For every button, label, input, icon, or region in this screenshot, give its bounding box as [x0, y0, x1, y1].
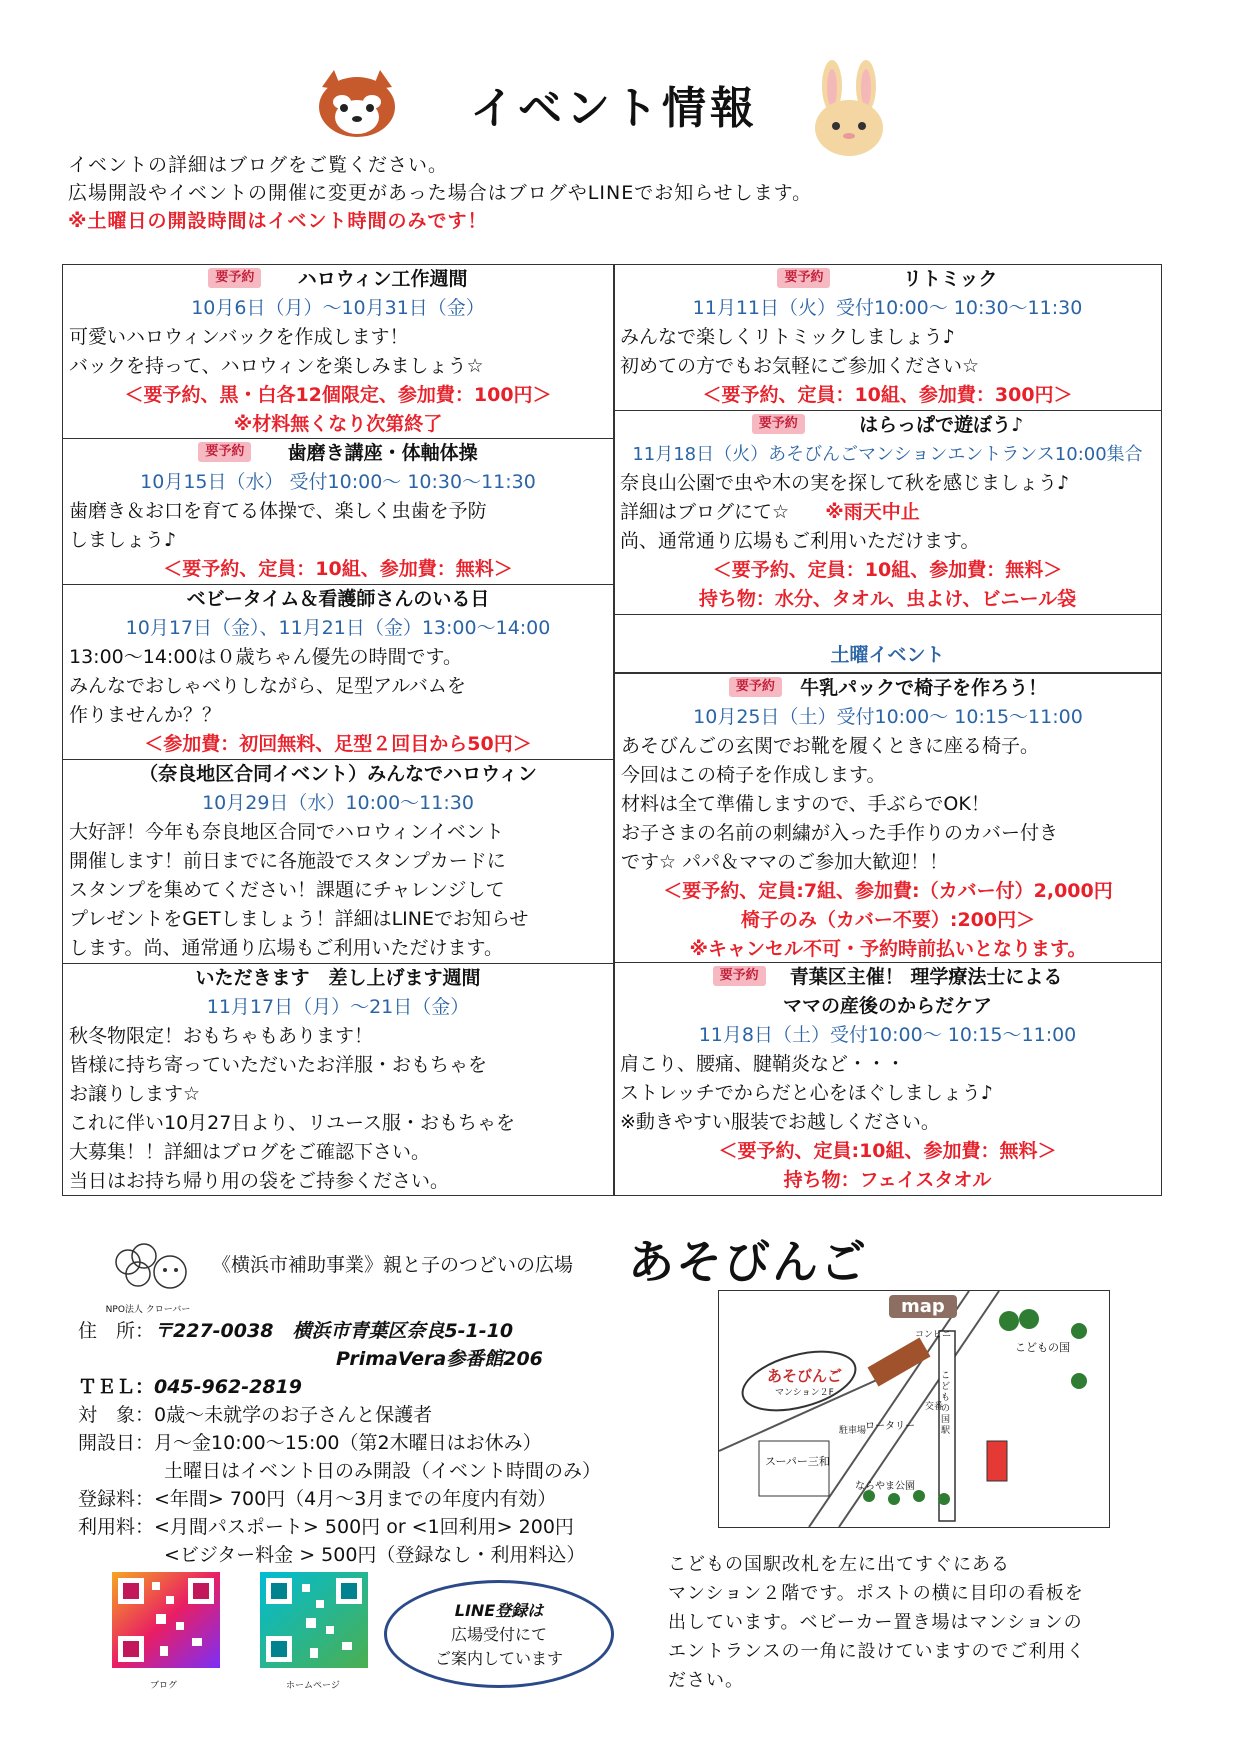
event-nara-halloween	[63, 760, 613, 964]
reservation-badge: 要予約	[752, 414, 805, 434]
line-registration-bubble	[384, 1580, 614, 1688]
reservation-badge: 要予約	[198, 442, 251, 462]
event-text: 大好評！今年も奈良地区合同でハロウィンイベント	[69, 821, 504, 843]
usage-fee-2: <ビジター料金 > 500円（登録なし・利用料込）	[164, 1544, 586, 1566]
event-text: 13:00～14:00は０歳ちゃん優先の時間です。	[69, 646, 462, 668]
usage-fee-1: <月間パスポート> 500円 or <1回利用> 200円	[154, 1516, 574, 1538]
event-text: 材料は全て準備しますので、手ぶらでOK！	[621, 793, 990, 815]
event-harappa	[614, 411, 1161, 615]
registration-label: 登録料：	[78, 1488, 155, 1510]
event-date: 11月11日（火）受付10:00～ 10:30～11:30	[692, 297, 1083, 319]
target-label: 対 象：	[78, 1404, 155, 1426]
map-label-conveni: コンビニ	[915, 1330, 952, 1340]
brand-name: あそびんご	[628, 1235, 868, 1289]
event-title: 歯磨き講座・体軸体操	[287, 442, 478, 464]
event-text: お譲りします☆	[69, 1083, 201, 1105]
event-title: はらっぱで遊ぼう♪	[859, 414, 1024, 436]
event-title: ベビータイム＆看護師さんのいる日	[186, 588, 490, 610]
tel-number: 045-962-2819	[154, 1376, 302, 1398]
event-bring: 持ち物：フェイスタオル	[783, 1169, 992, 1191]
event-bring: 持ち物：水分、タオル、虫よけ、ビニール袋	[698, 588, 1077, 610]
event-title: （奈良地区合同イベント）みんなでハロウィン	[139, 763, 537, 785]
map-label-bank: 交番	[925, 1402, 944, 1412]
blog-qr-label: ブログ	[150, 1681, 178, 1691]
event-text: 可愛いハロウィンバックを作成します！	[69, 326, 409, 348]
map-label-kodomo: こどもの国	[1015, 1341, 1070, 1354]
red-panda-illustration	[312, 62, 402, 142]
event-text: 肩こり、腰痛、腱鞘炎など・・・	[620, 1053, 906, 1075]
event-fee: ＜要予約、定員:10組、参加費：無料＞	[718, 1140, 1057, 1162]
reservation-badge: 要予約	[713, 966, 766, 986]
address-line-1: 〒227-0038 横浜市青葉区奈良5-1-10	[154, 1320, 514, 1342]
event-date: 11月8日（土）受付10:00～ 10:15～11:00	[698, 1024, 1077, 1046]
address-line-2: PrimaVera参番館206	[336, 1348, 543, 1370]
event-text: プレゼントをGETしましょう！詳細はLINEでお知らせ	[69, 908, 529, 930]
event-text: 詳細はブログにて☆	[620, 501, 790, 523]
event-fee: ＜参加費：初回無料、足型２回目から50円＞	[144, 733, 532, 755]
map-label-super: スーパー三和	[765, 1455, 830, 1468]
event-text: しましょう♪	[69, 529, 177, 551]
event-text: 作りませんか？？	[69, 704, 222, 726]
npo-name: NPO法人 クローバー	[105, 1305, 191, 1315]
map-label-park: ならやま公園	[855, 1481, 915, 1492]
event-text: ※動きやすい服装でお越しください。	[620, 1111, 940, 1133]
page-title: イベント情報	[470, 83, 758, 134]
intro-line-2: 広場開設やイベントの開催に変更があった場合はブログやLINEでお知らせします。	[68, 182, 813, 204]
event-reuse	[63, 964, 613, 1197]
intro-line-1: イベントの詳細はブログをご覧ください。	[68, 154, 449, 176]
event-fee: ＜要予約、定員：10組、参加費：無料＞	[712, 559, 1063, 581]
event-title: リトミック	[902, 268, 998, 290]
event-fee: ＜要予約、定員：10組、参加費：300円＞	[702, 384, 1073, 406]
reservation-badge: 要予約	[777, 268, 830, 288]
event-text: みんなで楽しくリトミックしましょう♪	[620, 326, 955, 348]
access-description	[668, 1550, 1085, 1695]
access-line: エントランスの一角に設けていますのでご利用く	[668, 1641, 1086, 1662]
event-subtitle: ママの産後のからだケア	[782, 995, 992, 1017]
event-table	[62, 264, 1162, 1196]
event-text: します。尚、通常通り広場もご利用いただけます。	[69, 937, 503, 959]
event-text: 大募集！！詳細はブログをご確認下さい。	[69, 1141, 431, 1163]
bubble-line-2: 広場受付にて	[450, 1625, 547, 1644]
event-date: 10月15日（水） 受付10:00～ 10:30～11:30	[140, 471, 536, 493]
event-text: 今回はこの椅子を作成します。	[621, 764, 886, 786]
event-note: ※キャンセル不可・予約時前払いとなります。	[689, 938, 1087, 960]
event-text: これに伴い10月27日より、リユース服・おもちゃを	[69, 1112, 516, 1134]
event-title: ハロウィン工作週間	[297, 268, 468, 290]
open-label: 開設日：	[78, 1432, 155, 1454]
event-fee: ＜要予約、定員：10組、参加費：無料＞	[163, 558, 513, 580]
reservation-badge: 要予約	[208, 268, 261, 288]
event-baby-time	[63, 585, 613, 760]
blog-qr-code[interactable]	[112, 1572, 220, 1668]
access-line: 出しています。ベビーカー置き場はマンションの	[668, 1612, 1083, 1633]
event-milk-chair	[614, 673, 1161, 963]
event-text: ストレッチでからだと心をほぐしましょう♪	[620, 1082, 993, 1104]
event-title: 牛乳パックで椅子を作ろう！	[800, 677, 1048, 699]
open-weekday: 月～金10:00～15:00（第2木曜日はお休み）	[154, 1432, 542, 1454]
target-value: 0歳～未就学のお子さんと保護者	[154, 1404, 433, 1426]
event-fee: ＜要予約、黒・白各12個限定、参加費：100円＞	[124, 384, 552, 406]
bubble-line-1: LINE登録は	[454, 1601, 544, 1620]
event-text: バックを持って、ハロウィンを楽しみましょう☆	[69, 355, 484, 377]
event-toothbrush	[63, 439, 613, 585]
map-title: map	[889, 1295, 957, 1318]
usage-label: 利用料：	[78, 1516, 155, 1538]
access-line: ださい。	[668, 1670, 744, 1691]
event-text: 当日はお持ち帰り用の袋をご持参ください。	[69, 1170, 450, 1192]
event-text: みんなでおしゃべりしながら、足型アルバムを	[69, 675, 466, 697]
access-line: マンション２階です。ポストの横に目印の看板を	[668, 1583, 1084, 1604]
access-map	[718, 1290, 1110, 1528]
event-date: 10月25日（土）受付10:00～ 10:15～11:00	[693, 706, 1083, 728]
event-date: 10月6日（月）～10月31日（金）	[191, 297, 485, 319]
event-note: ※材料無くなり次第終了	[233, 413, 443, 435]
saturday-heading: 土曜イベント	[830, 644, 945, 666]
event-text: 皆様に持ち寄っていただいたお洋服・おもちゃを	[69, 1054, 488, 1076]
intro-warning: ※土曜日の開設時間はイベント時間のみです！	[68, 210, 488, 232]
event-text: スタンプを集めてください！課題にチャレンジして	[69, 879, 505, 901]
address-label: 住 所：	[78, 1320, 155, 1342]
event-text: です☆ パパ＆ママのご参加大歓迎！！	[621, 851, 949, 873]
event-date: 10月17日（金）、11月21日（金）13:00～14:00	[125, 617, 551, 639]
event-text: 開催します！前日までに各施設でスタンプカードに	[69, 850, 506, 872]
map-label-mansion: マンション２F	[775, 1388, 834, 1398]
event-date: 11月17日（月）～21日（金）	[206, 996, 470, 1018]
event-text: あそびんごの玄関でお靴を履くときに座る椅子。	[621, 735, 1040, 757]
footer-subtitle: 《横浜市補助事業》親と子のつどいの広場	[212, 1254, 574, 1276]
event-text: 尚、通常通り広場もご利用いただけます。	[620, 530, 980, 552]
map-label-asobingo: あそびんご	[767, 1367, 843, 1385]
event-title: いただきます 差し上げます週間	[195, 967, 481, 989]
npo-clover-logo	[98, 1240, 198, 1315]
event-text: 秋冬物限定！おもちゃもあります！	[69, 1025, 374, 1047]
open-saturday: 土曜日はイベント日のみ開設（イベント時間のみ）	[164, 1460, 602, 1482]
bubble-line-3: ご案内しています	[434, 1649, 563, 1668]
event-text: 奈良山公園で虫や木の実を探して秋を感じましょう♪	[620, 472, 1070, 494]
event-text: 初めての方でもお気軽にご参加ください☆	[620, 355, 980, 377]
event-postpartum-care	[614, 963, 1161, 1197]
event-fee: 椅子のみ（カバー不要）:200円＞	[740, 909, 1036, 931]
tel-label: ＴＥＬ：	[78, 1376, 155, 1398]
map-label-rotary: ロータリー	[865, 1421, 915, 1432]
reservation-badge: 要予約	[729, 677, 782, 697]
event-halloween-craft	[63, 265, 613, 439]
event-fee: ＜要予約、定員:7組、参加費:（カバー付）2,000円	[663, 880, 1113, 902]
homepage-qr-code[interactable]	[260, 1572, 368, 1668]
homepage-qr-label: ホームページ	[286, 1681, 340, 1691]
map-label-parking: 駐車場	[839, 1426, 867, 1436]
registration-fee: <年間> 700円（4月～3月までの年度内有効）	[154, 1488, 557, 1510]
event-text: お子さまの名前の刺繍が入った手作りのカバー付き	[621, 822, 1059, 844]
event-rhythmic	[614, 265, 1161, 411]
event-date: 10月29日（水）10:00～11:30	[202, 792, 474, 814]
event-date: 11月18日（火）あそびんごマンションエントランス10:00集合	[632, 444, 1143, 465]
saturday-heading-cell	[614, 615, 1161, 673]
event-text: 歯磨き＆お口を育てる体操で、楽しく虫歯を予防	[69, 500, 487, 522]
access-line: こどもの国駅改札を左に出てすぐにある	[668, 1554, 1010, 1575]
event-title: 青葉区主催！ 理学療法士による	[789, 966, 1063, 988]
rabbit-illustration	[808, 60, 890, 158]
rain-cancel-note: ※雨天中止	[825, 501, 920, 523]
map-label-station: こどもの国駅	[941, 1371, 951, 1436]
